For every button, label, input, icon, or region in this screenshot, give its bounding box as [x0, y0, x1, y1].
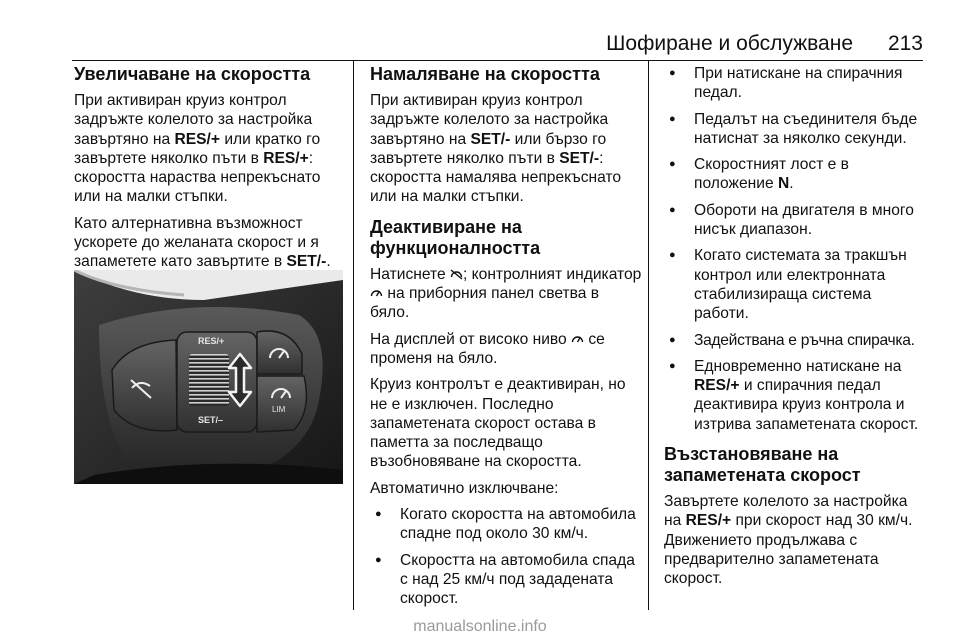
page-number: 213 [887, 32, 923, 55]
image-label-set: SET/– [198, 415, 224, 425]
paragraph-auto-off: Автоматично изключване: [370, 479, 559, 497]
header-rule [72, 60, 923, 61]
paragraph-decrease: При активиран круиз контрол задръжте колелото за настройка завъртяно на SET/- или бързо го завъртете няколко пъти в SET/-: скоростта намалява непрекъснато или на малки стъпки. [370, 92, 622, 206]
column-2 [370, 64, 642, 616]
paragraph-increase-1: При активиран круиз контрол задръжте колелото за настройка завъртяно на RES/+ или кратко го завъртете няколко пъти в RES/+: скоростта нараства непрекъснато или на малки стъпки. [74, 92, 321, 206]
page-header [72, 32, 923, 56]
heading-increase-speed: Увеличаване на скоростта [74, 64, 311, 84]
column-3 [664, 64, 926, 596]
list-item: ● Обороти на двигателя в много нисък диапазон. [664, 201, 926, 240]
image-label-lim: LIM [272, 405, 286, 414]
list-item: ● Скоростният лост е в положение N. [664, 155, 926, 194]
paragraph-deactivate-1: Натиснете ; контролният индикатор на приборния панел светва в бяло. [370, 265, 642, 322]
paragraph-increase-2: Като алтернативна възможност ускорете до желаната скорост и я запаметете като завъртите в SET/-. [74, 214, 331, 271]
list-item: ● Когато скоростта на автомобила спадне под около 30 км/ч. [370, 505, 642, 544]
speed-limiter-button [257, 376, 306, 432]
list-item: ● При натискане на спирачния педал. [664, 64, 926, 103]
image-label-res: RES/+ [198, 336, 225, 346]
list-item: ● Педалът на съединителя бъде натиснат за няколко секунди. [664, 110, 926, 149]
paragraph-resume: Завъртете колелото за настройка на RES/+ при скорост над 30 км/ч. Движението продължава с предварително запаметената скорост. [664, 493, 913, 588]
heading-deactivate: Деактивиране на функционалността [370, 216, 541, 258]
column-divider-1 [353, 60, 354, 610]
list-item: ● Задействана е ръчна спирачка. [664, 331, 926, 350]
auto-off-list [370, 505, 642, 608]
cruise-off-icon [450, 268, 463, 280]
column-divider-2 [648, 60, 649, 610]
steering-wheel-controls-image [74, 270, 343, 484]
thumbwheel [189, 354, 229, 406]
header-title: Шофиране и обслужване [606, 32, 853, 55]
auto-off-list-continued [664, 64, 926, 434]
paragraph-deactivate-2: На дисплей от високо ниво се променя на бяло. [370, 330, 605, 367]
column-1 [74, 64, 346, 279]
list-item: ● Когато системата за тракшън контрол или електронната стабилизираща система работи. [664, 246, 926, 323]
paragraph-deactivate-3: Круиз контролът е деактивиран, но не е изключен. Последно запаметената скорост остава в паметта за последващо възобновяване на скоростта. [370, 376, 626, 471]
watermark: manualsonline.info [413, 618, 547, 635]
adjustment-wheel-assembly [177, 332, 257, 432]
cruise-indicator-icon [571, 333, 584, 345]
heading-resume-speed: Възстановяване на запаметената скорост [664, 444, 861, 486]
heading-decrease-speed: Намаляване на скоростта [370, 64, 600, 84]
list-item: ● Едновременно натискане на RES/+ и спирачния педал деактивира круиз контрола и изтрива запаметената скорост. [664, 357, 926, 434]
list-item: ● Скоростта на автомобила спада с над 25 км/ч под зададената скорост. [370, 551, 642, 609]
cruise-indicator-icon [370, 287, 383, 299]
